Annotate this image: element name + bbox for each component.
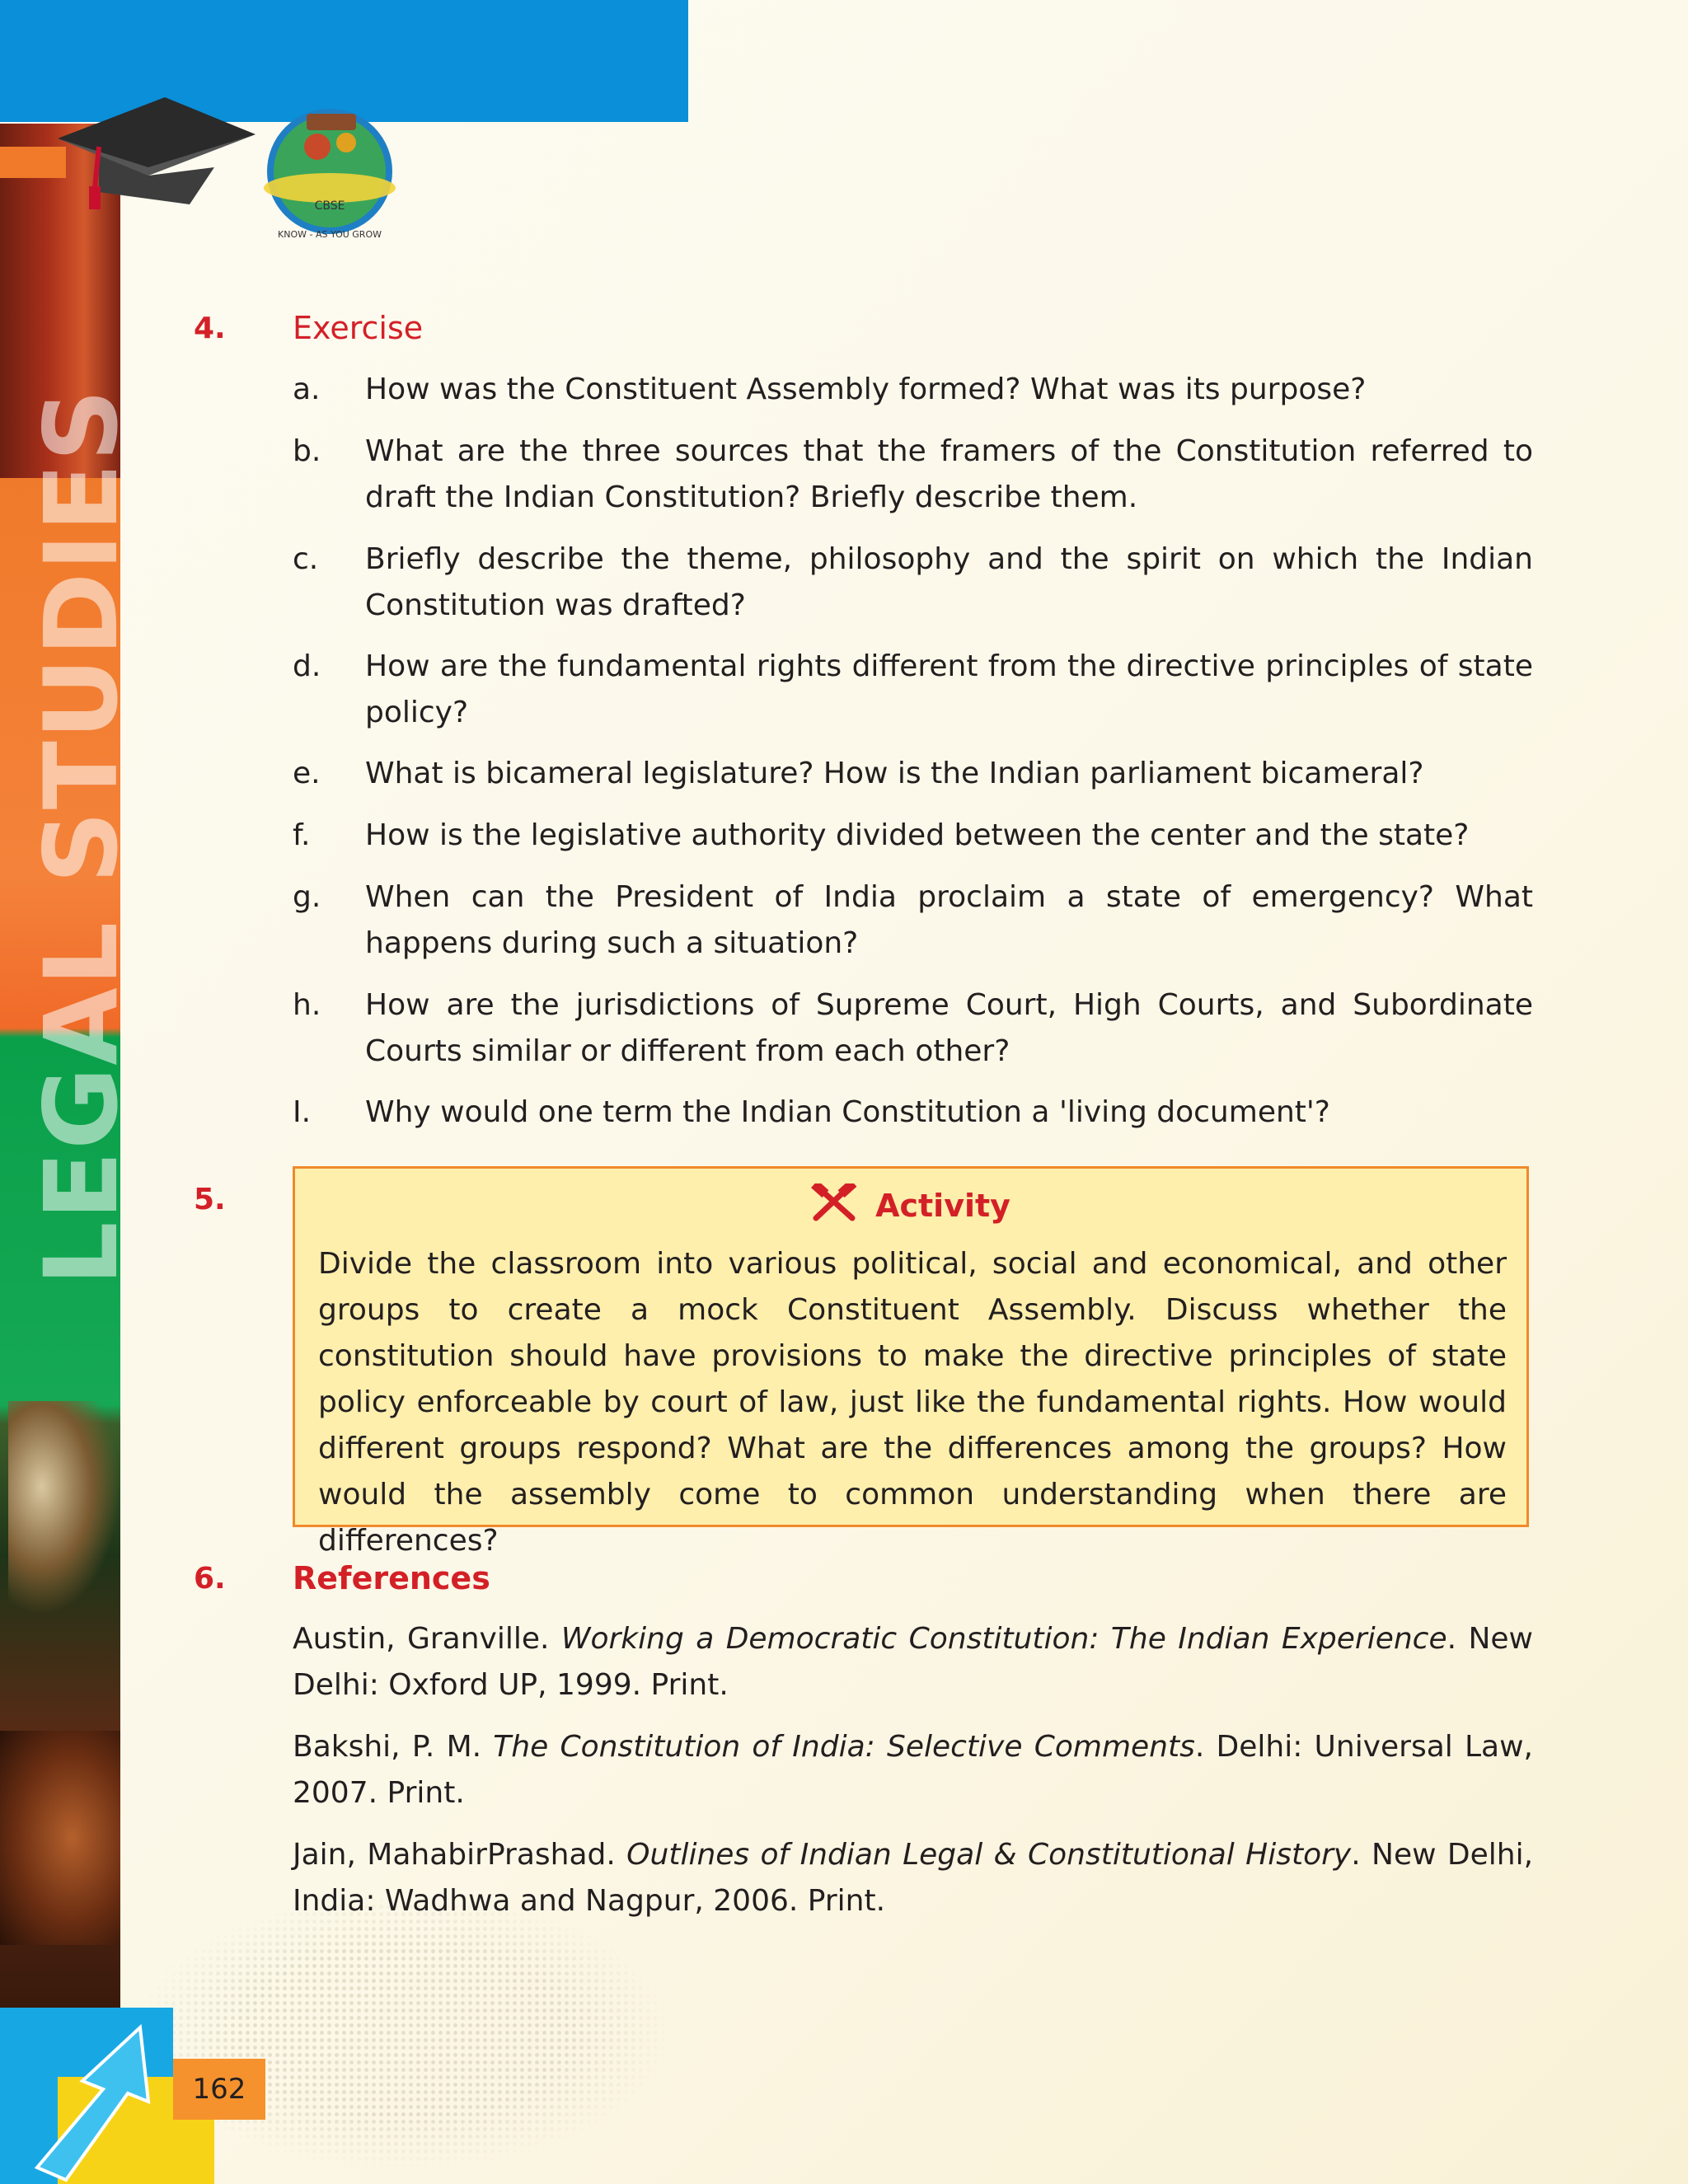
question-letter: h.	[293, 988, 321, 1022]
reference-author: Austin, Granville.	[293, 1622, 561, 1656]
reference-author: Jain, MahabirPrashad.	[293, 1838, 627, 1872]
question-item	[293, 537, 1533, 629]
question-letter: b.	[293, 434, 321, 468]
question-letter: g.	[293, 880, 321, 914]
question-item	[293, 644, 1533, 736]
activity-body: Divide the classroom into various political, social and economical, and other groups to create a mock Constituent Assembly. Discuss whether the constitution should have provisions to make the directive principles of state policy enforceable by court of law, just like the fundamental rights. How would different groups respond? What are the differences among the groups? How would the assembly come to common understanding when there are differences?	[318, 1247, 1507, 1558]
gavel-image	[0, 1731, 120, 1945]
reference-rest: . Delhi: Universal Law, 2007. Print.	[293, 1730, 1533, 1810]
question-item	[293, 1090, 1533, 1136]
question-letter: I.	[293, 1095, 312, 1129]
world-map-watermark	[140, 1896, 668, 2168]
side-label: LEGAL STUDIES	[23, 387, 140, 1286]
references-number: 6.	[194, 1562, 226, 1596]
logo-motto: KNOW - AS YOU GROW	[278, 229, 382, 240]
question-item	[293, 367, 1533, 413]
reference-item	[293, 1832, 1533, 1924]
question-item	[293, 982, 1533, 1075]
question-text: When can the President of India proclaim a state of emergency? What happens during such a situation?	[365, 880, 1533, 960]
exercise-number: 4.	[194, 312, 226, 345]
scale-image	[8, 1401, 120, 1615]
activity-box	[293, 1166, 1529, 1558]
question-letter: c.	[293, 542, 319, 576]
question-text: Briefly describe the theme, philosophy and the spirit on which the Indian Constitution was drafted?	[365, 542, 1533, 622]
graduation-cap-icon	[49, 89, 264, 213]
exercise-title: Exercise	[293, 310, 424, 346]
reference-title: Outlines of Indian Legal & Constitutional History	[626, 1838, 1352, 1872]
question-text: Why would one term the Indian Constitution a 'living document'?	[365, 1095, 1330, 1129]
reference-rest: . New Delhi, India: Wadhwa and Nagpur, 2006. Print.	[293, 1838, 1534, 1918]
question-item	[293, 429, 1533, 521]
reference-rest: . New Delhi: Oxford UP, 1999. Print.	[293, 1622, 1533, 1702]
question-text: How are the jurisdictions of Supreme Court, High Courts, and Subordinate Courts similar or different from each other?	[365, 988, 1533, 1068]
question-text: What is bicameral legislature? How is the Indian parliament bicameral?	[365, 757, 1424, 790]
question-item	[293, 813, 1533, 859]
logo-text: CBSE	[314, 199, 345, 213]
activity-header	[295, 1183, 1526, 1224]
question-text: How was the Constituent Assembly formed? What was its purpose?	[365, 373, 1367, 406]
question-text: How is the legislative authority divided between the center and the state?	[365, 818, 1470, 852]
question-letter: d.	[293, 649, 321, 683]
question-item	[293, 874, 1533, 967]
tools-icon	[811, 1183, 857, 1223]
arrow-icon	[25, 2011, 198, 2184]
question-letter: e.	[293, 757, 321, 790]
reference-title: Working a Democratic Constitution: The Indian Experience	[560, 1622, 1447, 1656]
page-number: 162	[173, 2059, 265, 2120]
reference-item	[293, 1724, 1533, 1816]
question-item	[293, 751, 1533, 797]
question-letter: f.	[293, 818, 311, 852]
activity-title: Activity	[875, 1188, 1010, 1224]
references-title: References	[293, 1560, 490, 1596]
question-text: How are the fundamental rights different from the directive principles of state policy?	[365, 649, 1533, 729]
reference-author: Bakshi, P. M.	[293, 1730, 494, 1764]
reference-item	[293, 1616, 1533, 1708]
activity-number: 5.	[194, 1183, 226, 1216]
question-text: What are the three sources that the framers of the Constitution referred to draft the Indian Constitution? Briefly describe them.	[365, 434, 1533, 514]
cbse-logo	[256, 97, 404, 246]
reference-title: The Constitution of India: Selective Comments	[493, 1730, 1195, 1764]
question-letter: a.	[293, 373, 321, 406]
